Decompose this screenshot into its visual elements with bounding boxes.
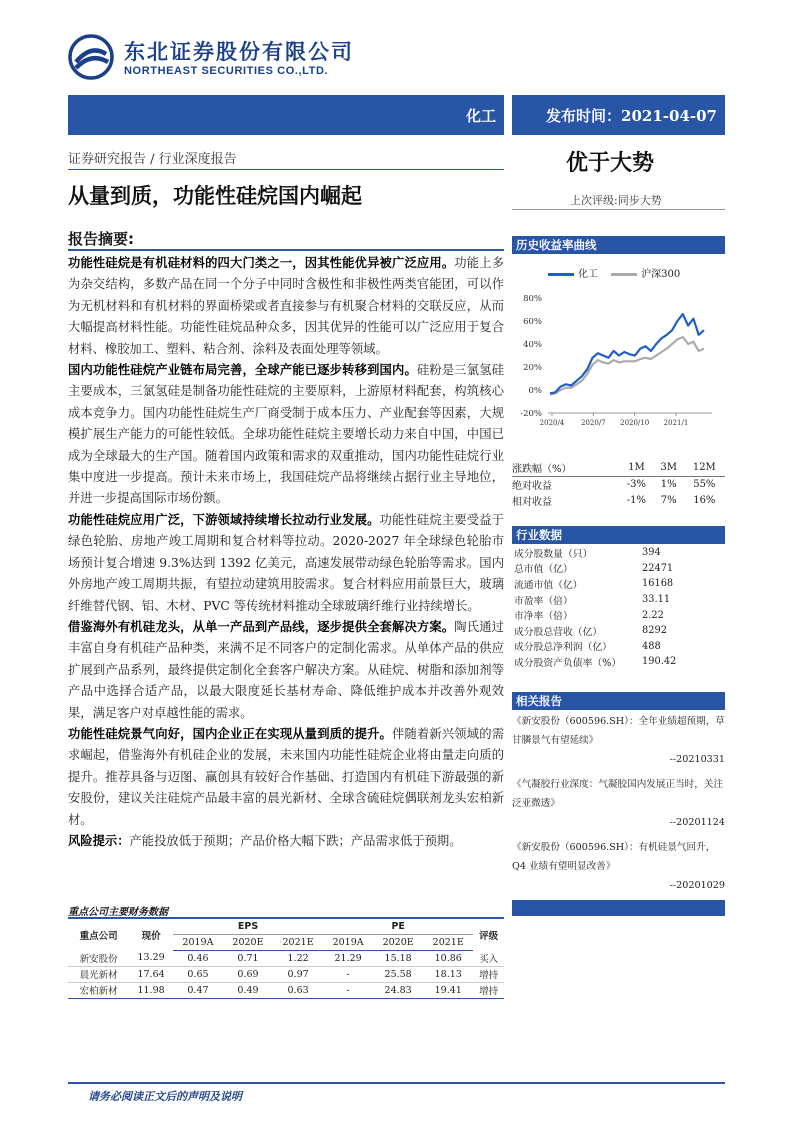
year-header: 2020E [373,934,423,950]
table-row [512,545,725,561]
pe-cell: 19.41 [434,984,462,996]
paragraph-lead: 功能性硅烷景气向好，国内企业正在实现从量到质的提升。 [68,726,392,741]
rating-cell: 买入 [479,953,499,965]
industry-bar [68,95,504,135]
year-header: 2020E [223,934,273,950]
row-label: 成分股数量（只） [514,548,593,560]
y-tick-label: 80% [523,294,542,304]
eps-cell: 0.65 [187,968,209,980]
related-reports [512,712,725,901]
row-label: 绝对收益 [512,480,552,492]
year-header: 2019A [173,934,223,950]
return-chart [512,258,725,438]
pe-cell: 18.13 [434,968,462,980]
value-cell: 488 [642,640,661,652]
column-header: PE [391,920,405,932]
summary-paragraph [68,617,504,724]
x-tick-label: 2020/4 [539,419,565,427]
paragraph-text: 功能性硅烷主要受益于绿色轮胎、房地产竣工周期和复合材料等拉动。2020-2027 年全球绿色轮胎市场预计复合增速 9.3%达到 1392 亿美元，高速发展带动绿色轮胎等需求。国内外房地产竣工周期共振，有望拉动建筑用胶需求。复合材料应用前景巨大，玻璃纤维替代钢、铝、木材、PVC 等传统材料推动全球玻璃纤维行业持续增长。 [68,512,504,613]
related-report-item[interactable] [512,775,725,832]
table-header-row [512,460,725,476]
year-header: 2021E [423,934,473,950]
row-label: 相对收益 [512,496,552,508]
series-line-沪深300 [550,337,704,395]
price-cell: 11.98 [137,984,165,996]
year-header: 2019A [323,934,373,950]
table-row [512,561,725,577]
summary-paragraph [68,724,504,831]
price-cell: 13.29 [137,952,165,964]
paragraph-text: 伴随着新兴领域的需求崛起，借鉴海外有机硅企业的发展，未来国内功能性硅烷企业将由量走向质的提升。推荐具备与迈图、赢创具有较好合作基础、打造国内有机硅下游最强的新安股份，建议关注硅烷产品最丰富的晨光新材、全球含硫硅烷偶联剂龙头宏柏新材。 [68,726,504,827]
table-row [68,966,504,982]
eps-cell: 0.71 [237,952,259,964]
paragraph-text: 功能上多为杂交结构，多数产品在同一个分子中同时含极性和非极性两类官能团，可以作为无机材料和有机材料的界面桥梁或者直接参与有机聚合材料的交联反应，从而大幅提高材料性能。功能性硅烷品种众多，因其优异的性能可以广泛应用于复合材料、橡胶加工、塑料、粘合剂、涂料及表面处理等领域。 [68,256,504,356]
publish-date-bar [512,95,725,135]
industry-data-table [512,545,725,670]
divider [68,1082,725,1084]
industry-label: 化工 [465,107,496,125]
row-label: 流通市值（亿） [514,579,583,591]
performance-table [512,460,725,508]
risk-warning [68,831,504,852]
column-header: 涨跌幅（%） [512,460,619,476]
divider [512,209,725,210]
eps-cell: 0.97 [287,968,309,980]
column-header: 1M [619,460,654,476]
chart-heading: 历史收益率曲线 [512,236,725,254]
value-cell: 33.11 [642,594,671,606]
company-table-heading: 重点公司主要财务数据 [68,907,168,918]
value-cell: 16% [693,494,716,506]
related-report-date: --20210331 [669,754,725,765]
paragraph-lead: 国内功能性硅烷产业链布局完善，全球产能已逐步转移到国内。 [68,363,417,378]
rating-previous: 上次评级:同步大势 [570,194,662,207]
related-report-title[interactable]: 《新安股份（600596.SH）：有机硅景气回升，Q4 业绩有望明显改善》 [512,842,716,872]
paragraph-lead: 借鉴海外有机硅龙头，从单一产品到产品线，逐步提供全套解决方案。 [68,619,455,634]
value-cell: 8292 [642,625,667,637]
table-row [512,492,725,508]
row-label: 总市值（亿） [514,564,573,576]
column-header: 评级 [479,930,499,942]
y-tick-label: 60% [523,317,542,327]
row-label: 市盈率（倍） [514,595,573,607]
rating-cell: 增持 [479,986,499,997]
table-row [512,639,725,655]
row-label: 成分股总营收（亿） [514,626,603,638]
company-table [68,917,504,999]
row-label: 成分股资产负债率（%） [514,657,622,669]
x-tick-label: 2020/7 [581,419,606,427]
sidebar-end-bar [512,900,725,916]
eps-cell: 0.63 [287,984,309,996]
paragraph-lead: 功能性硅烷是有机硅材料的四大门类之一，因其性能优异被广泛应用。 [68,256,455,270]
pe-cell: 25.58 [384,968,412,980]
eps-cell: 0.49 [237,984,259,996]
publish-date: 发布时间：2021-04-07 [546,107,717,125]
price-cell: 17.64 [137,968,165,980]
value-cell: 1% [660,478,677,490]
eps-cell: 0.46 [187,952,209,964]
column-header: 12M [684,460,725,476]
related-report-date: --20201029 [669,880,725,891]
eps-cell: 0.69 [237,968,259,980]
company-name-cn: 东北证券股份有限公司 [124,40,354,64]
breadcrumb: 证券研究报告 / 行业深度报告 [68,152,237,167]
paragraph-lead: 功能性硅烷应用广泛，下游领域持续增长拉动行业发展。 [68,512,380,527]
rating-current: 优于大势 [566,150,655,176]
pe-cell: 10.86 [434,952,462,964]
pe-cell: 21.29 [334,952,362,964]
value-cell: 16168 [642,578,674,590]
summary-paragraph [68,360,504,510]
summary-paragraph [68,510,504,617]
disclaimer-footer: 请务必阅读正文后的声明及说明 [88,1090,242,1103]
year-header: 2021E [273,934,323,950]
rating-cell: 增持 [479,970,499,981]
table-row [512,623,725,639]
value-cell: 7% [660,494,677,506]
table-row [512,654,725,670]
related-report-date: --20201124 [669,817,725,828]
pe-cell: - [346,984,350,996]
y-tick-label: 20% [523,363,542,373]
table-row [512,576,725,592]
table-row [68,950,504,966]
summary-body [68,253,504,852]
legend-label: 沪深300 [641,269,681,280]
company-logo [68,34,368,82]
x-tick-label: 2020/10 [620,419,650,427]
pe-cell: 24.83 [384,984,412,996]
company-name: 晨光新材 [79,970,118,981]
company-name: 新安股份 [79,953,118,965]
related-report-item[interactable] [512,838,725,895]
related-report-item[interactable] [512,712,725,769]
series-line-化工 [550,314,704,393]
table-row [512,476,725,492]
divider [68,169,504,170]
table-row [512,592,725,608]
paragraph-lead: 风险提示： [68,833,130,848]
eps-cell: 0.47 [187,984,209,996]
paragraph-text: 陶氏通过丰富自身有机硅产品种类，来满不足不同客户的定制化需求。从单体产品的供应扩展到产品系列，最终提供定制化全套客户解决方案。从硅烷、树脂和添加剂等产品中选择合适产品，以最大限度延长基材寿命、降低维护成本并改善外观效果，满足客户对卓越性能的需求。 [68,619,504,720]
column-header: 现价 [141,930,161,942]
company-logo-mark [68,34,114,80]
page-title: 从量到质，功能性硅烷国内崛起 [68,184,362,208]
y-tick-label: -20% [520,409,542,419]
table-row [512,607,725,623]
value-cell: 394 [642,547,661,559]
row-label: 成分股总净利润（亿） [514,642,612,654]
related-report-title[interactable]: 《气凝胶行业深度：气凝胶国内发展正当时，关注泛亚微透》 [512,779,724,809]
value-cell: 55% [693,478,716,490]
table-row [68,982,504,998]
pe-cell: - [346,968,350,980]
y-tick-label: 40% [523,340,542,350]
related-report-title[interactable]: 《新安股份（600596.SH）：全年业绩超预期，草甘膦景气有望延续》 [512,716,725,746]
x-tick-label: 2021/1 [663,419,689,427]
divider [68,249,504,251]
row-label: 市净率（倍） [514,611,573,623]
pe-cell: 15.18 [384,952,412,964]
value-cell: -1% [626,494,647,506]
summary-heading: 报告摘要: [68,230,134,248]
column-header: 3M [654,460,684,476]
paragraph-text: 产能投放低于预期；产品价格大幅下跌；产品需求低于预期。 [129,833,462,848]
value-cell: -3% [626,478,647,490]
related-reports-heading: 相关报告 [512,692,725,710]
column-header: 重点公司 [79,930,118,942]
legend-label: 化工 [578,269,598,280]
value-cell: 190.42 [642,656,677,668]
company-name: 宏柏新材 [79,986,118,997]
y-tick-label: 0% [528,386,542,396]
company-name-en: NORTHEAST SECURITIES CO.,LTD. [124,65,329,77]
paragraph-text: 硅粉是三氯氢硅主要成本，三氯氢硅是制备功能性硅烷的主要原料，上游原材料配套，构筑核心成本竞争力。国内功能性硅烷生产厂商受制于成本压力、产业配套等因素，大规模扩展生产能力的可能性较低。全球功能性硅烷主要增长动力来自中国，中国已成为全球最大的生产国。随着国内政策和需求的双重推动，国内功能性硅烷行业集中度进一步提高。预计未来市场上，我国硅烷产品将继续占据行业主导地位，并进一步提高国际市场份额。 [68,363,504,506]
value-cell: 2.22 [642,609,664,621]
value-cell: 22471 [642,562,674,574]
eps-cell: 1.22 [287,952,309,964]
column-header: EPS [237,920,259,932]
industry-data-heading: 行业数据 [512,526,725,544]
summary-paragraph [68,253,504,360]
